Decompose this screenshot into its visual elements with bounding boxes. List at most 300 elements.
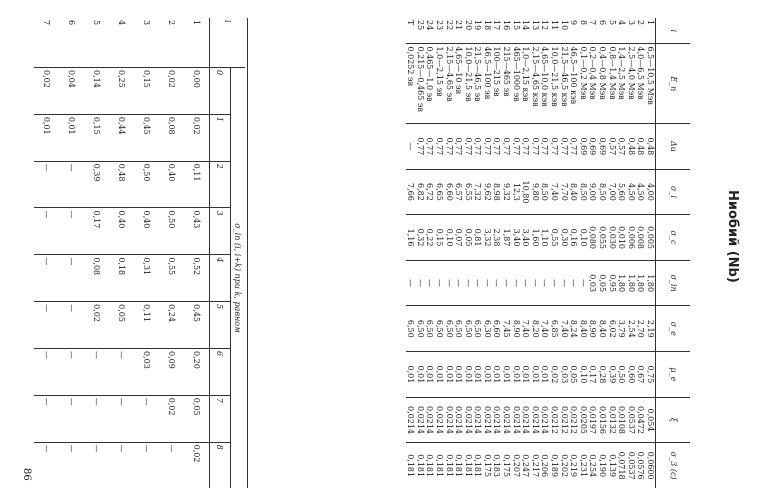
- table-cell: 0,03: [134, 348, 159, 395]
- table-cell: —: [569, 260, 579, 306]
- table-cell: 0,25: [109, 68, 134, 115]
- energy-range: 21,5—46,5 эв: [473, 44, 483, 124]
- table-cell: 0,175: [482, 443, 492, 488]
- table-cell: 0,15: [84, 114, 109, 161]
- table-cell: 0,45: [134, 114, 159, 161]
- table-cell: 6,82: [415, 169, 425, 215]
- table-cell: 0,77: [444, 124, 454, 170]
- energy-range: 0,4—0,8 Мэв: [597, 44, 607, 124]
- table-cell: 0,006: [626, 215, 636, 261]
- table-cell: 0,50: [617, 352, 627, 398]
- page-title: Ниобий (Nb): [725, 190, 740, 283]
- levels-header-cell: ξ: [656, 397, 691, 443]
- table-cell: 0,01: [406, 352, 416, 398]
- table-cell: 0,01: [482, 352, 492, 398]
- table-cell: 0,0132: [607, 397, 617, 443]
- table-cell: —: [473, 260, 483, 306]
- table-cell: —: [34, 255, 59, 302]
- table-cell: 0,77: [559, 124, 569, 170]
- table-cell: 0,181: [473, 443, 483, 488]
- table-cell: 3,40: [511, 215, 521, 261]
- table-cell: —: [559, 260, 569, 306]
- table-cell: 4,50: [636, 169, 646, 215]
- table-cell: 0,0214: [502, 397, 512, 443]
- table-row: [492, 18, 502, 488]
- table-cell: 7,40: [559, 306, 569, 352]
- row-index: 3: [626, 20, 636, 26]
- table-row: [109, 18, 134, 488]
- table-cell: 0,01: [511, 352, 521, 398]
- table-cell: 0,77: [463, 124, 473, 170]
- table-cell: 0,22: [425, 215, 435, 261]
- table-row: [645, 18, 655, 488]
- table-cell: 0,81: [473, 215, 483, 261]
- table-cell: —: [109, 442, 134, 488]
- table-cell: 0,0214: [521, 397, 531, 443]
- table-cell: —: [59, 348, 84, 395]
- k-header-cell: 6: [210, 348, 231, 395]
- table-cell: 0,080: [588, 215, 598, 261]
- table-cell: 0,20: [184, 348, 210, 395]
- energy-range: 215—465 эв: [502, 44, 512, 124]
- table-cell: 6,02: [607, 306, 617, 352]
- table-cell: 0,69: [578, 124, 588, 170]
- row-index: 6: [67, 20, 76, 26]
- table-cell: 6,50: [425, 306, 435, 352]
- energy-range: 4,65—10 эв: [454, 44, 464, 124]
- table-cell: 0,175: [502, 443, 512, 488]
- table-cell: 6,30: [482, 306, 492, 352]
- table-cell: 1,80: [617, 260, 627, 306]
- table-cell: 0,01: [425, 352, 435, 398]
- table-cell: 0,07: [454, 215, 464, 261]
- table-cell: 6,50: [434, 306, 444, 352]
- table-row: [578, 18, 588, 488]
- table-cell: 3,32: [482, 215, 492, 261]
- table-cell: 0,77: [425, 124, 435, 170]
- table-row: [559, 18, 569, 488]
- table-cell: 2,54: [626, 306, 636, 352]
- table-cell: 0,10: [578, 215, 588, 261]
- table-cell: 6,55: [463, 169, 473, 215]
- row-index: 22: [444, 20, 454, 31]
- table-cell: 0,45: [184, 302, 210, 349]
- row-index: 24: [425, 20, 435, 31]
- table-cell: 0,0472: [636, 397, 646, 443]
- levels-header-cell: σ_3 (c): [656, 443, 691, 488]
- table-cell: 0,0212: [569, 397, 579, 443]
- table-cell: 0,05: [184, 395, 210, 442]
- table-cell: —: [34, 442, 59, 488]
- energy-range: 1,0—2,15 кэв: [521, 44, 531, 124]
- table-cell: 0,0214: [463, 397, 473, 443]
- table-row: [482, 18, 492, 488]
- table-row: [502, 18, 512, 488]
- table-cell: —: [34, 348, 59, 395]
- table-cell: 0,95: [607, 260, 617, 306]
- table-cell: 0,05: [109, 302, 134, 349]
- table-cell: 0,01: [463, 352, 473, 398]
- table-row: [549, 18, 559, 488]
- energy-range: 46,5—100 кэв: [569, 44, 579, 124]
- table-row: [463, 18, 473, 488]
- table-cell: 0,0212: [549, 397, 559, 443]
- table-cell: 0,005: [645, 215, 655, 261]
- table-cell: 0,0205: [578, 397, 588, 443]
- row-index: 5: [92, 20, 101, 26]
- table-cell: 0,0214: [406, 397, 416, 443]
- table-cell: 0,03: [559, 352, 569, 398]
- table-cell: —: [540, 260, 550, 306]
- table-cell: 1,87: [502, 215, 512, 261]
- table-cell: 0,77: [454, 124, 464, 170]
- row-index: 5: [607, 20, 617, 26]
- table-cell: 0,231: [578, 443, 588, 488]
- table-cell: —: [492, 260, 502, 306]
- table-cell: 0,181: [406, 443, 416, 488]
- table-cell: 0,054: [645, 397, 655, 443]
- levels-header-cell: σ_in: [656, 260, 691, 306]
- table-row: [607, 18, 617, 488]
- row-index: 17: [492, 20, 502, 31]
- table-cell: 5,60: [617, 169, 627, 215]
- table-cell: 0,77: [482, 124, 492, 170]
- row-index: 2: [636, 20, 646, 26]
- table-cell: 0,28: [597, 352, 607, 398]
- row-index: 4: [617, 20, 627, 26]
- table-cell: 0,40: [159, 161, 184, 208]
- k-header-cell: 5: [210, 302, 231, 349]
- row-index: 16: [502, 20, 512, 31]
- table-cell: 8,50: [578, 169, 588, 215]
- table-cell: 7,66: [406, 169, 416, 215]
- table-cell: 0,01: [492, 352, 502, 398]
- table-cell: 2,19: [645, 306, 655, 352]
- row-index: 21: [454, 20, 464, 31]
- page-number: 86: [21, 468, 32, 481]
- table-cell: 0,0214: [530, 397, 540, 443]
- table-cell: 0,181: [415, 443, 425, 488]
- table-cell: —: [434, 260, 444, 306]
- levels-header-cell: E_n: [656, 44, 691, 124]
- table-cell: 1,80: [636, 260, 646, 306]
- table-cell: 6,72: [425, 169, 435, 215]
- table-cell: 0,11: [184, 161, 210, 208]
- table-cell: 7,70: [559, 169, 569, 215]
- row-index: 1: [192, 20, 201, 26]
- table-row: [34, 18, 59, 488]
- table-cell: 0,17: [588, 352, 598, 398]
- table-cell: —: [549, 260, 559, 306]
- table-cell: 0,77: [521, 124, 531, 170]
- table-cell: 7,45: [502, 306, 512, 352]
- table-cell: 0,02: [184, 442, 210, 488]
- energy-range: 4,65—10,0 кэв: [540, 44, 550, 124]
- row-index: 12: [540, 20, 550, 31]
- table-cell: 0,02: [184, 114, 210, 161]
- table-row: [59, 18, 84, 488]
- table-cell: 0,0214: [434, 397, 444, 443]
- table-cell: 2,38: [492, 215, 502, 261]
- table-cell: 0,39: [607, 352, 617, 398]
- table-row: [540, 18, 550, 488]
- table-cell: —: [34, 161, 59, 208]
- table-cell: 6,57: [454, 169, 464, 215]
- table-cell: 0,50: [134, 161, 159, 208]
- table-cell: —: [502, 260, 512, 306]
- table-cell: —: [463, 260, 473, 306]
- table-cell: 0,00: [184, 68, 210, 115]
- table-cell: 0,0214: [415, 397, 425, 443]
- table-cell: 0,77: [530, 124, 540, 170]
- table-cell: 0,0214: [444, 397, 454, 443]
- table-cell: 0,55: [159, 255, 184, 302]
- table-cell: 0,11: [134, 302, 159, 349]
- table-cell: 6,50: [463, 306, 473, 352]
- row-index: 20: [463, 20, 473, 31]
- table-cell: 0,01: [521, 352, 531, 398]
- table-cell: 0,32: [415, 215, 425, 261]
- energy-range: 0,465—1,0 эв: [425, 44, 435, 124]
- row-index: 7: [588, 20, 598, 26]
- cross-body: [34, 18, 210, 488]
- table-cell: 7,00: [607, 169, 617, 215]
- table-cell: 1,10: [540, 215, 550, 261]
- energy-range: 2,5—4,0 Мэв: [626, 44, 636, 124]
- table-cell: 0,0214: [482, 397, 492, 443]
- k-header-cell: 0: [210, 68, 231, 115]
- levels-header-row: [656, 18, 691, 488]
- table-cell: 0,02: [549, 352, 559, 398]
- table-cell: —: [34, 208, 59, 255]
- table-row: [134, 18, 159, 488]
- energy-range: 0,1—0,2 Мэв: [578, 44, 588, 124]
- table-cell: —: [159, 442, 184, 488]
- table-cell: 1,16: [406, 215, 416, 261]
- table-cell: 0,60: [626, 352, 636, 398]
- table-cell: 6,50: [415, 306, 425, 352]
- table-cell: 0,55: [549, 215, 559, 261]
- k-header-cell: 7: [210, 395, 231, 442]
- table-cell: 0,0108: [617, 397, 627, 443]
- table-row: [444, 18, 454, 488]
- levels-header-cell: σ_e: [656, 306, 691, 352]
- table-cell: 0,17: [84, 208, 109, 255]
- row-index: 6: [598, 20, 608, 26]
- table-cell: —: [444, 260, 454, 306]
- table-cell: 0,44: [109, 114, 134, 161]
- table-cell: 0,39: [84, 161, 109, 208]
- table-cell: 8,20: [530, 306, 540, 352]
- row-index: 11: [550, 20, 560, 31]
- table-cell: 0,189: [549, 443, 559, 488]
- table-cell: 0,0197: [588, 397, 598, 443]
- table-cell: 0,05: [569, 352, 579, 398]
- cross-section-table: [34, 18, 245, 488]
- table-cell: —: [59, 442, 84, 488]
- table-cell: 0,01: [473, 352, 483, 398]
- table-cell: 0,57: [607, 124, 617, 170]
- table-cell: 0,75: [645, 352, 655, 398]
- table-cell: 0,77: [549, 124, 559, 170]
- table-cell: —: [84, 348, 109, 395]
- table-cell: 0,01: [454, 352, 464, 398]
- table-cell: —: [109, 348, 134, 395]
- table-cell: 0,67: [636, 352, 646, 398]
- table-cell: 1,80: [645, 260, 655, 306]
- k-header-cell: 1: [210, 114, 231, 161]
- row-index: 25: [415, 20, 425, 31]
- table-row: [511, 18, 521, 488]
- levels-header-cell: μ_e: [656, 352, 691, 398]
- table-cell: 0,48: [626, 124, 636, 170]
- table-cell: 0,0214: [425, 397, 435, 443]
- levels-header-cell: i: [656, 18, 691, 44]
- table-row: [425, 18, 435, 488]
- table-cell: 6,85: [549, 306, 559, 352]
- table-cell: 0,02: [84, 302, 109, 349]
- table-cell: —: [59, 208, 84, 255]
- table-cell: 1,80: [626, 260, 636, 306]
- table-cell: 0,0214: [454, 397, 464, 443]
- table-cell: 0,16: [569, 215, 579, 261]
- table-cell: 0,77: [473, 124, 483, 170]
- table-cell: 4,50: [626, 169, 636, 215]
- table-cell: —: [578, 260, 588, 306]
- table-cell: 0,008: [636, 215, 646, 261]
- table-cell: 0,48: [109, 161, 134, 208]
- table-cell: 9,62: [482, 169, 492, 215]
- cross-header-span: σ_in (i, i+k) при k, равном: [231, 68, 246, 489]
- energy-range: 0,0252 эв: [406, 44, 416, 124]
- table-row: [84, 18, 109, 488]
- k-header-cell: 2: [210, 161, 231, 208]
- table-cell: 7,40: [540, 306, 550, 352]
- table-cell: 8,50: [597, 169, 607, 215]
- table-cell: 0,77: [540, 124, 550, 170]
- energy-range: 0,215—0,465 эв: [415, 44, 425, 124]
- table-cell: 0,247: [521, 443, 531, 488]
- table-row: [184, 18, 210, 488]
- table-cell: 0,207: [511, 443, 521, 488]
- table-cell: 0,77: [434, 124, 444, 170]
- table-cell: 0,05: [463, 215, 473, 261]
- energy-range: 465—1000 эв: [511, 44, 521, 124]
- row-index: 2: [167, 20, 176, 26]
- table-cell: 0,139: [607, 443, 617, 488]
- table-cell: 0,77: [492, 124, 502, 170]
- table-row: [636, 18, 646, 488]
- table-cell: —: [134, 442, 159, 488]
- table-cell: 3,79: [617, 306, 627, 352]
- row-index: 4: [117, 20, 126, 26]
- table-cell: 0,183: [492, 443, 502, 488]
- table-cell: 0,0214: [492, 397, 502, 443]
- table-row: [406, 18, 416, 488]
- table-row: [521, 18, 531, 488]
- table-cell: 0,202: [559, 443, 569, 488]
- table-row: [530, 18, 540, 488]
- table-cell: 9,80: [530, 169, 540, 215]
- table-cell: 0,0156: [597, 397, 607, 443]
- table-cell: 0,02: [159, 395, 184, 442]
- table-row: [626, 18, 636, 488]
- table-cell: —: [521, 260, 531, 306]
- table-cell: —: [59, 161, 84, 208]
- table-cell: 10,80: [521, 169, 531, 215]
- table-cell: —: [34, 302, 59, 349]
- k-header-cell: 8: [210, 442, 231, 488]
- table-cell: 0,010: [617, 215, 627, 261]
- energy-range: 2,15—4,65 эв: [444, 44, 454, 124]
- table-cell: 0,0214: [473, 397, 483, 443]
- row-index: 15: [511, 20, 521, 31]
- row-index: 19: [473, 20, 483, 31]
- table-cell: —: [406, 124, 416, 170]
- levels-header-cell: σ_i: [656, 169, 691, 215]
- table-cell: 0,01: [34, 114, 59, 161]
- table-cell: 0,01: [540, 352, 550, 398]
- energy-range: 6,5—10,5 Мэв: [645, 44, 655, 124]
- table-cell: 0,18: [109, 255, 134, 302]
- table-cell: 9,32: [502, 169, 512, 215]
- table-cell: 0,04: [59, 68, 84, 115]
- levels-header-cell: σ_c: [656, 215, 691, 261]
- table-cell: 6,65: [434, 169, 444, 215]
- table-cell: —: [109, 395, 134, 442]
- table-cell: 0,0214: [511, 397, 521, 443]
- table-row: [473, 18, 483, 488]
- energy-range: 21,5—46,5 кэв: [559, 44, 569, 124]
- table-cell: —: [84, 442, 109, 488]
- table-cell: 0,15: [134, 68, 159, 115]
- table-cell: 0,0214: [540, 397, 550, 443]
- table-cell: 8,98: [492, 169, 502, 215]
- table-cell: 0,0718: [617, 443, 627, 488]
- table-cell: 0,01: [415, 352, 425, 398]
- table-cell: —: [406, 260, 416, 306]
- table-cell: 8,40: [569, 169, 579, 215]
- energy-range: 1,0—2,15 эв: [434, 44, 444, 124]
- table-cell: 0,0212: [559, 397, 569, 443]
- table-cell: 0,09: [159, 348, 184, 395]
- row-index: 8: [578, 20, 588, 26]
- table-cell: 8,50: [540, 169, 550, 215]
- cross-header-i: i: [210, 18, 246, 68]
- table-row: [588, 18, 598, 488]
- table-cell: —: [415, 260, 425, 306]
- divider: [247, 18, 248, 488]
- table-row: [434, 18, 444, 488]
- table-cell: —: [59, 302, 84, 349]
- energy-range: 2,15—4,65 кэв: [530, 44, 540, 124]
- table-cell: 1,60: [530, 215, 540, 261]
- table-cell: 3,40: [521, 215, 531, 261]
- table-cell: 0,77: [415, 124, 425, 170]
- table-cell: 8,40: [578, 306, 588, 352]
- table-cell: 0,10: [444, 215, 454, 261]
- table-cell: 7,32: [473, 169, 483, 215]
- table-row: [454, 18, 464, 488]
- table-cell: 0,30: [559, 215, 569, 261]
- table-cell: 6,50: [473, 306, 483, 352]
- table-cell: 0,69: [588, 124, 598, 170]
- table-cell: 0,01: [59, 114, 84, 161]
- table-cell: 0,181: [463, 443, 473, 488]
- table-cell: 0,05: [597, 260, 607, 306]
- table-cell: 6,50: [406, 306, 416, 352]
- table-cell: —: [34, 395, 59, 442]
